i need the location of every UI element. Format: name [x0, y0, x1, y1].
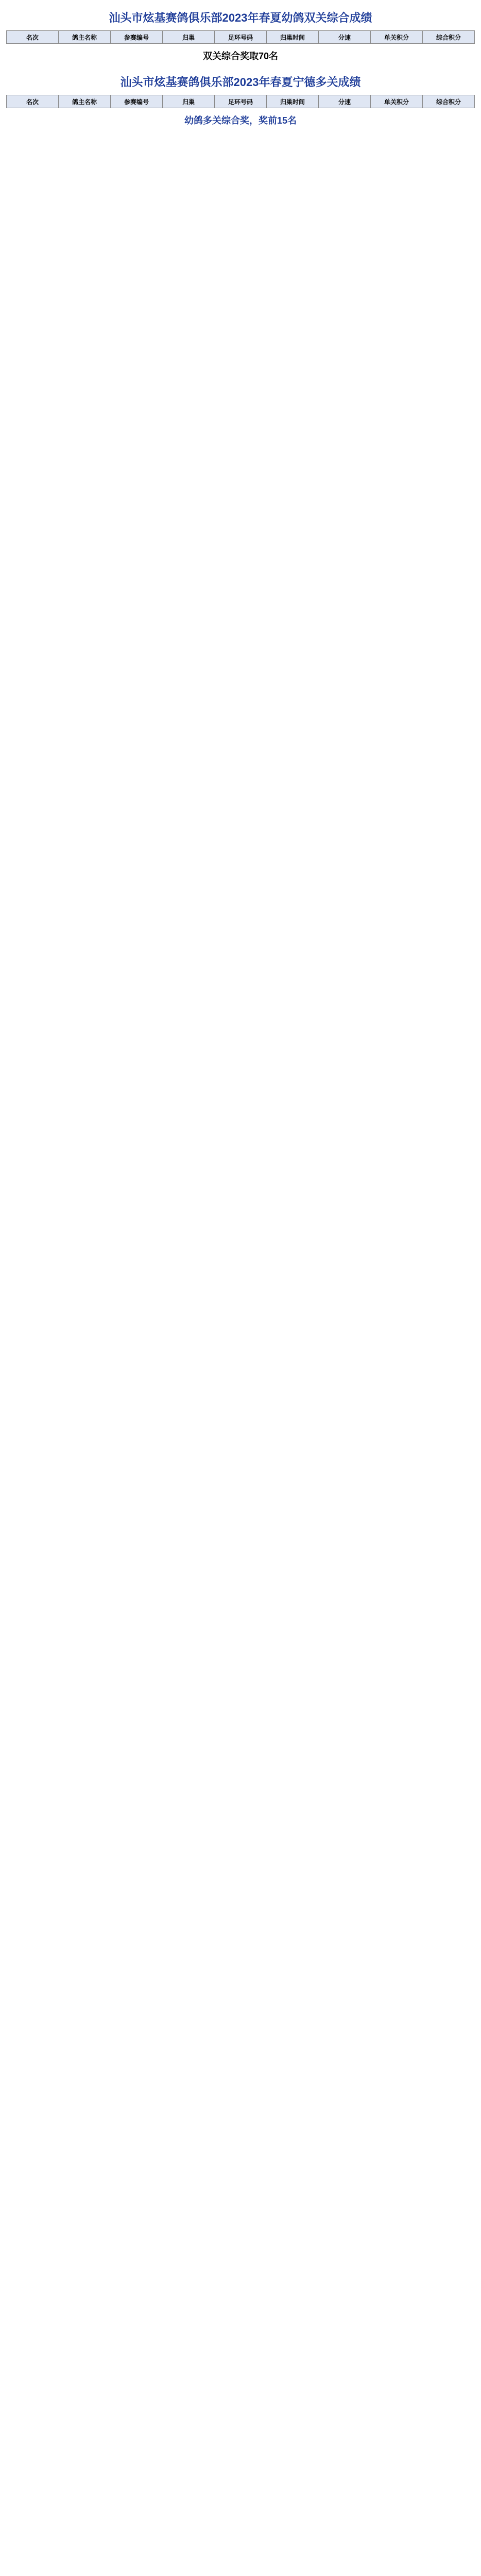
column-header: 综合积分 [423, 95, 475, 108]
column-header: 单关积分 [371, 31, 423, 44]
table-header-row-2 [7, 95, 475, 108]
column-header: 归巢时间 [267, 31, 319, 44]
column-header: 归巢 [163, 95, 215, 108]
column-header: 参赛编号 [111, 95, 163, 108]
table-header-row-1 [7, 31, 475, 44]
results-title-1: 汕头市炫基赛鸽俱乐部2023年春夏幼鸽双关综合成绩 [109, 11, 372, 24]
column-header: 参赛编号 [111, 31, 163, 44]
column-header: 名次 [7, 95, 59, 108]
column-header: 名次 [7, 31, 59, 44]
column-header: 单关积分 [371, 95, 423, 108]
column-header: 分速 [319, 95, 371, 108]
column-header: 综合积分 [423, 31, 475, 44]
results-table-1 [6, 30, 475, 44]
results-title-2: 汕头市炫基赛鸽俱乐部2023年春夏宁德多关成绩 [120, 76, 361, 89]
column-header: 归巢 [163, 31, 215, 44]
column-header: 足环号码 [215, 31, 267, 44]
column-header: 分速 [319, 31, 371, 44]
column-header: 鸽主名称 [59, 31, 111, 44]
results-sheet [0, 0, 481, 139]
column-header: 鸽主名称 [59, 95, 111, 108]
results-table-2 [6, 95, 475, 108]
column-header: 归巢时间 [267, 95, 319, 108]
results-footer-2: 幼鸽多关综合奖，奖前15名 [184, 115, 297, 126]
column-header: 足环号码 [215, 95, 267, 108]
results-footer-1: 双关综合奖取70名 [202, 51, 279, 61]
